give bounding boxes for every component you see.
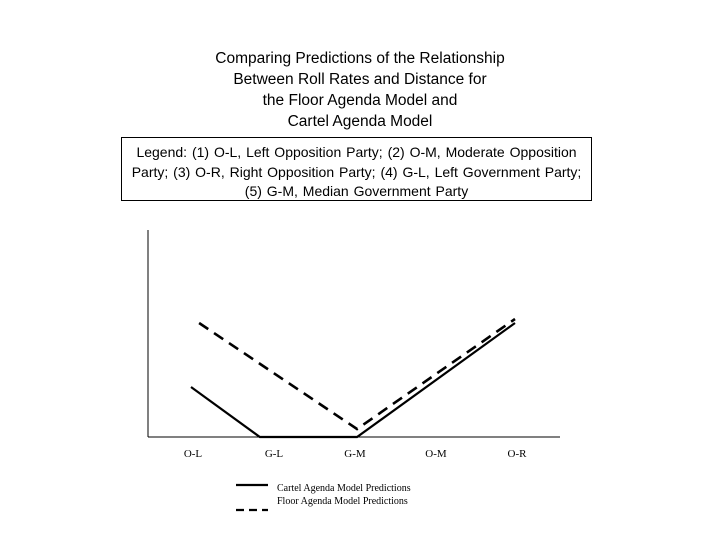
legend-box: Legend: (1) O-L, Left Opposition Party; (2) O-M, Moderate Opposition Party; (3) O-R, Right Opposition Party; (4) G-L, Left Government Party; (5) G-M, Median Government Party [121, 137, 592, 201]
title-line-1: Comparing Predictions of the Relationship [215, 50, 505, 67]
x-tick-label-o-l: O-L [183, 448, 203, 460]
title-line-2: Between Roll Rates and Distance for [233, 71, 487, 88]
series-key [236, 483, 411, 510]
title-line-3: the Floor Agenda Model and [262, 92, 458, 109]
x-tick-labels [184, 448, 527, 460]
floor-model-line [199, 319, 515, 429]
cartel-model-line [191, 323, 515, 437]
x-tick-label-g-l: G-L [264, 448, 284, 460]
series-layer [191, 319, 515, 437]
title-line-4: Cartel Agenda Model [287, 113, 433, 130]
key-label-cartel: Cartel Agenda Model Predictions [277, 483, 411, 494]
x-tick-label-g-m: G-M [344, 448, 366, 460]
key-label-floor: Floor Agenda Model Predictions [277, 496, 408, 507]
x-tick-label-o-r: O-R [507, 448, 527, 460]
x-tick-label-o-m: O-M [425, 448, 447, 460]
